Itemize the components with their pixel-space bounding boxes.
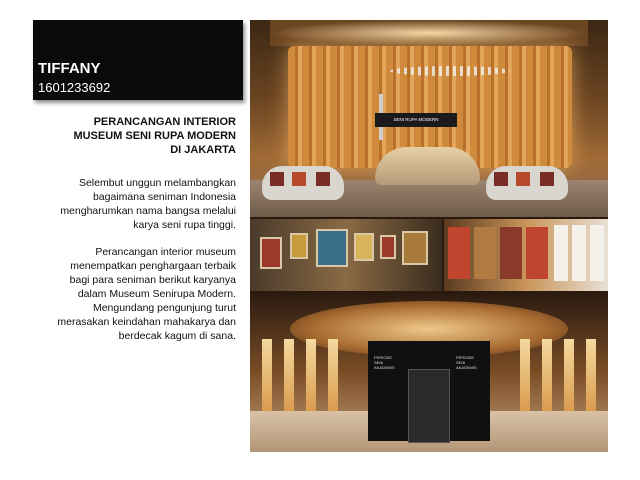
cushion xyxy=(316,172,330,186)
artwork xyxy=(402,231,428,265)
text-line: Mengundang pengunjung turut xyxy=(92,302,236,314)
text-line: Perancangan interior museum xyxy=(95,246,236,258)
exhibit-panel xyxy=(448,227,470,279)
reception-desk xyxy=(375,147,480,185)
booth-text-right: PERIODE SENI AKADEMIS xyxy=(456,355,477,370)
hall-render-image xyxy=(250,293,608,452)
light-column xyxy=(306,339,316,413)
text-line: menempatkan penghargaan terbaik xyxy=(70,260,236,272)
author-box xyxy=(33,20,243,100)
exhibit-panel xyxy=(500,227,522,279)
gallery-render-image xyxy=(250,219,442,291)
author-id: 1601233692 xyxy=(38,80,111,95)
light-column xyxy=(542,339,552,413)
cushion xyxy=(516,172,530,186)
text-line: berdecak kagum di sana. xyxy=(118,330,236,342)
light-column xyxy=(284,339,294,413)
paragraph-2 xyxy=(20,245,236,343)
text-line: mengharumkan nama bangsa melalui xyxy=(60,205,236,217)
text-line: bagaimana seniman Indonesia xyxy=(92,191,236,203)
light-column xyxy=(328,339,338,413)
artwork xyxy=(290,233,308,259)
exhibit-panel xyxy=(474,227,496,279)
ceiling-light xyxy=(270,20,588,46)
exhibit-panel xyxy=(590,225,604,281)
text-line: bagi para seniman berikut karyanya xyxy=(69,274,236,286)
museum-sign: SENI RUPA MODERN xyxy=(375,113,457,127)
light-column xyxy=(262,339,272,413)
artwork xyxy=(354,233,374,261)
text-line: Selembut unggun melambangkan xyxy=(78,177,236,189)
exhibit-panel xyxy=(526,227,548,279)
exhibit-booth xyxy=(368,341,490,441)
sofa-right xyxy=(486,166,568,200)
light-column xyxy=(564,339,574,413)
document-title xyxy=(40,115,236,157)
artwork xyxy=(316,229,348,267)
booth-door xyxy=(408,369,450,443)
exhibit-panels-image xyxy=(444,219,608,291)
exhibit-panel xyxy=(572,225,586,281)
cushion xyxy=(292,172,306,186)
title-line: DI JAKARTA xyxy=(170,144,236,156)
cushion xyxy=(270,172,284,186)
author-name: TIFFANY xyxy=(38,60,101,77)
booth-text-left: PERIODE SENI AKADEMIS xyxy=(374,355,395,370)
text-line: dalam Museum Senirupa Modern. xyxy=(77,288,236,300)
paragraph-1 xyxy=(20,176,236,232)
light-column xyxy=(520,339,530,413)
light-column xyxy=(586,339,596,413)
title-line: PERANCANGAN INTERIOR xyxy=(93,116,236,128)
sofa-left xyxy=(262,166,344,200)
text-line: karya seni rupa tinggi. xyxy=(133,219,236,231)
title-line: MUSEUM SENI RUPA MODERN xyxy=(73,130,236,142)
artwork xyxy=(260,237,282,269)
artwork xyxy=(380,235,396,259)
museum-render-collage xyxy=(250,20,608,452)
cushion xyxy=(494,172,508,186)
hanging-sculpture xyxy=(390,66,510,76)
text-line: merasakan keindahan mahakarya dan xyxy=(57,316,236,328)
lobby-render-image xyxy=(250,20,608,217)
exhibit-panel xyxy=(554,225,568,281)
cushion xyxy=(540,172,554,186)
